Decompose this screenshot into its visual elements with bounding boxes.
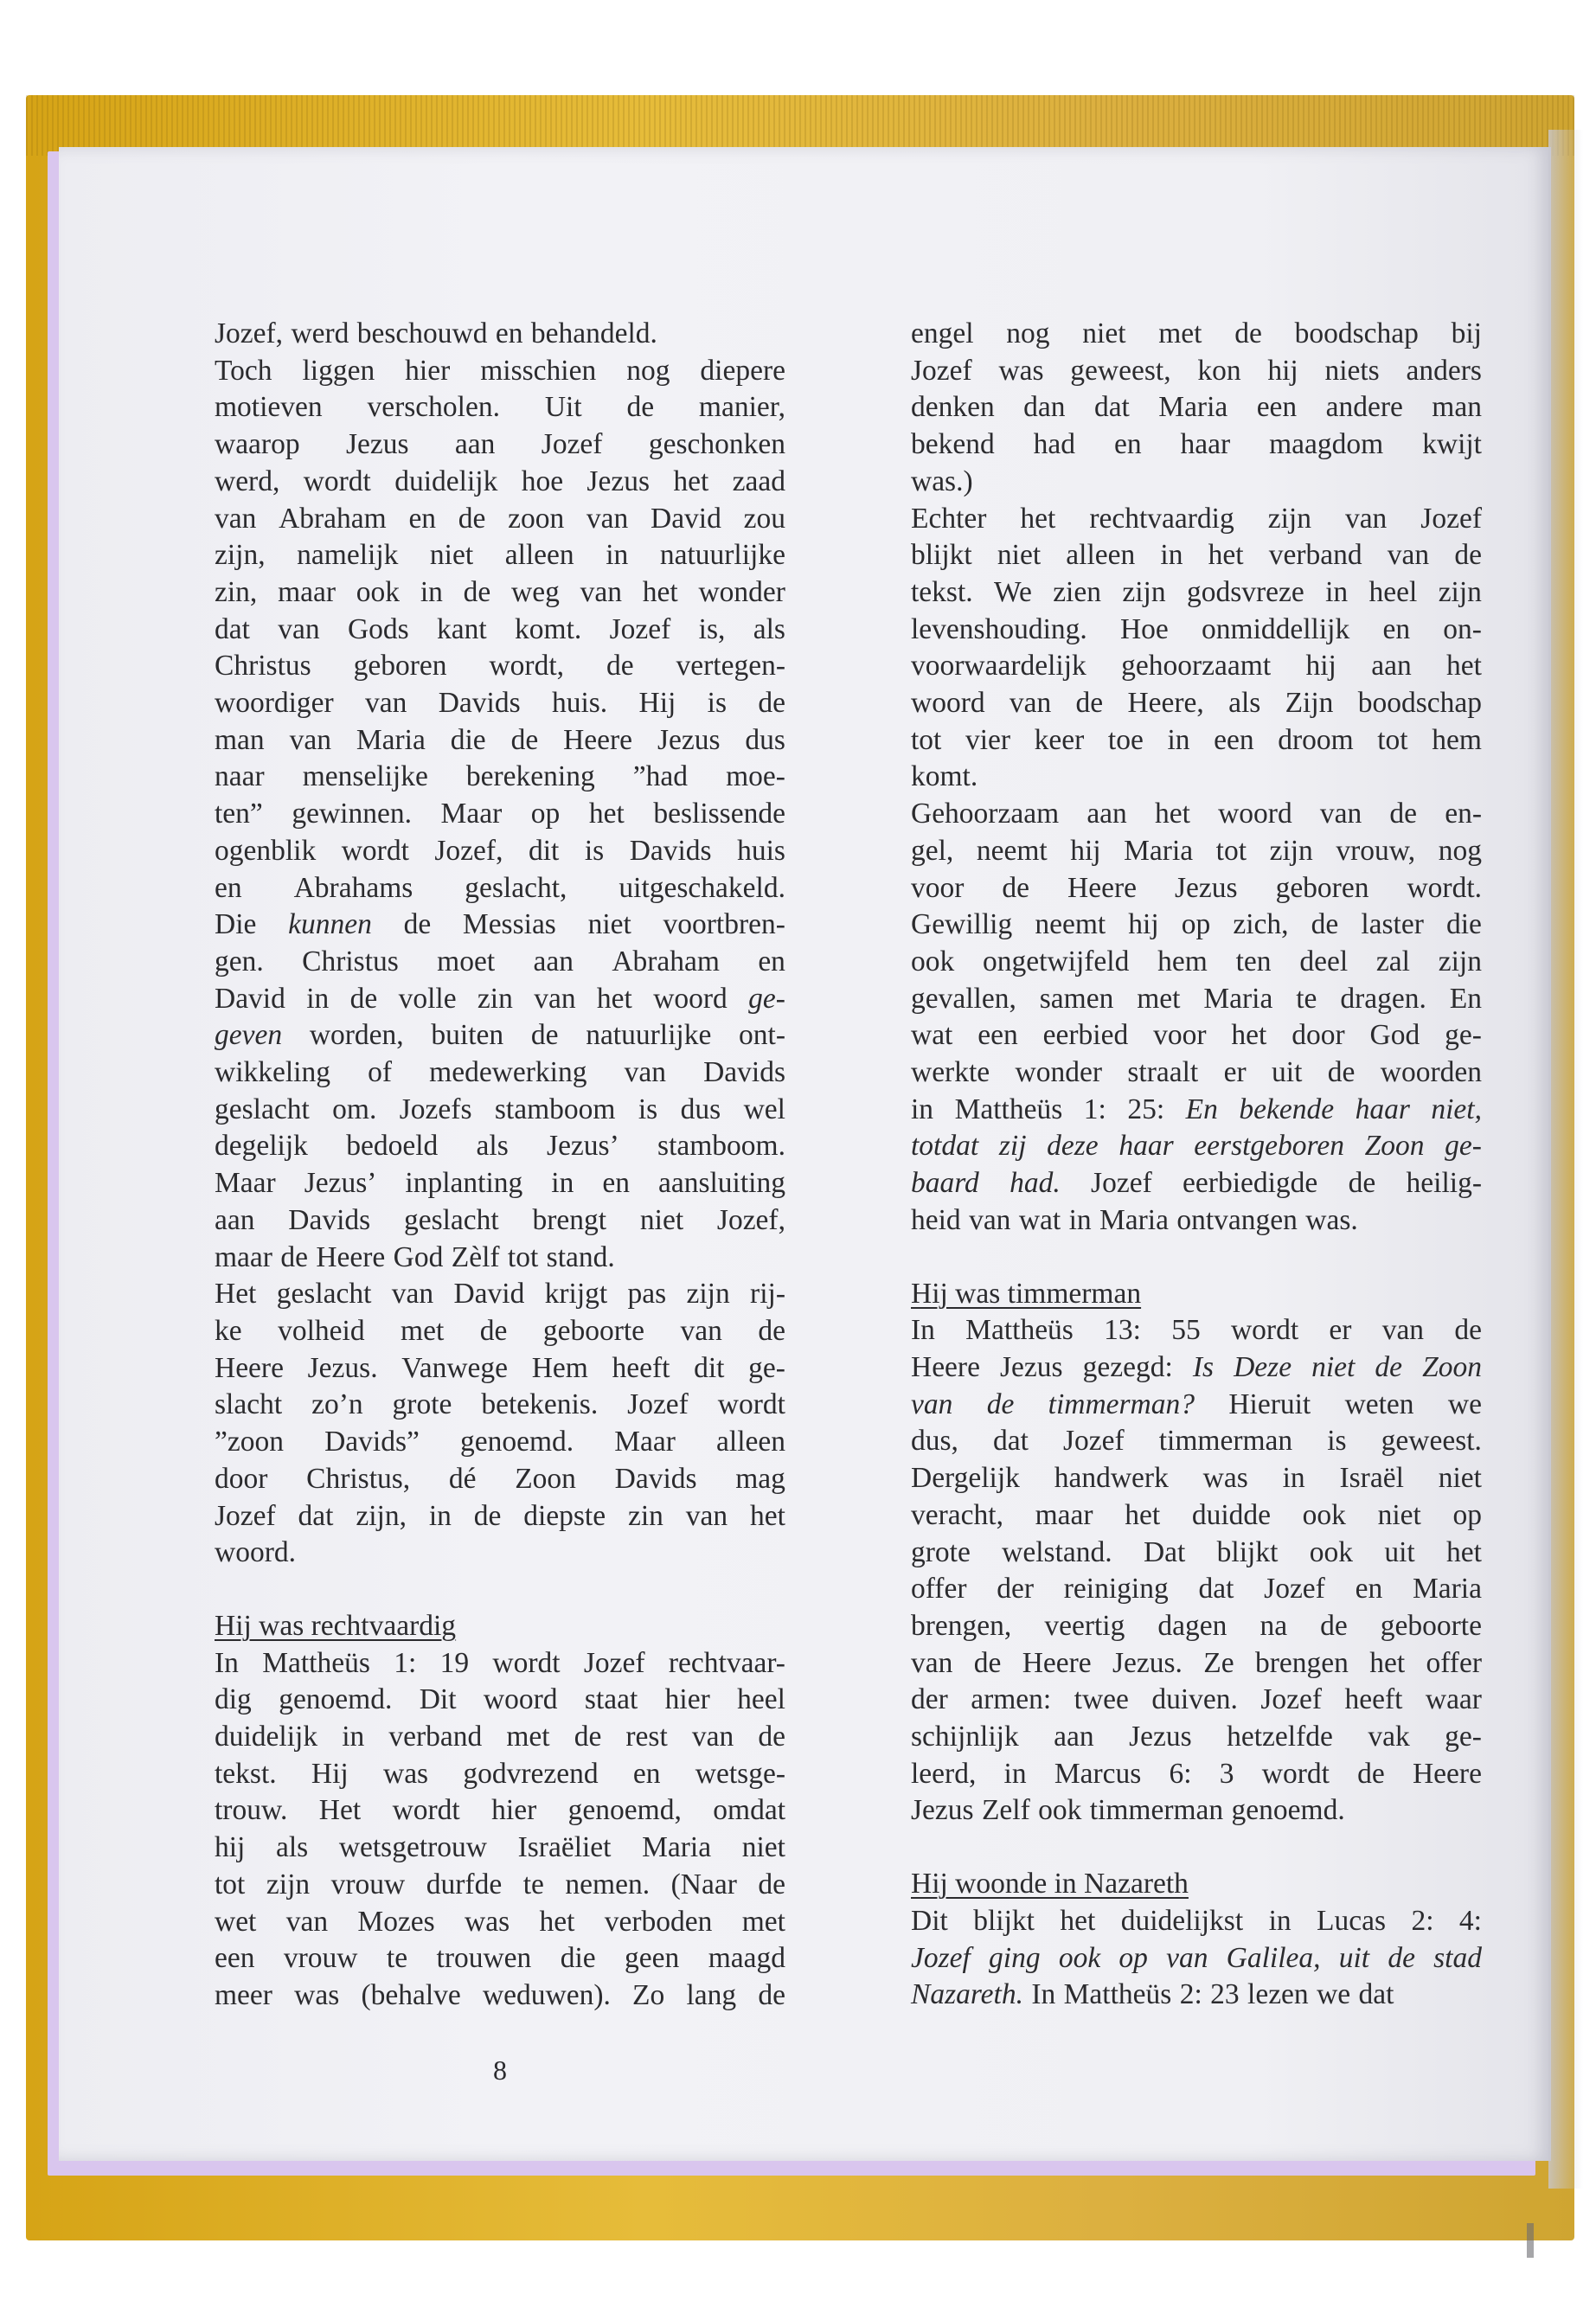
text-line: Die kunnen de Messias niet voortbren-: [215, 908, 785, 941]
text-line: schijnlijk aan Jezus hetzelfde vak ge-: [911, 1721, 1482, 1753]
text-line: trouw. Het wordt hier genoemd, omdat: [215, 1794, 785, 1827]
text-line: slacht zo’n grote betekenis. Jozef wordt: [215, 1388, 785, 1421]
text-line: dig genoemd. Dit woord staat hier heel: [215, 1683, 785, 1716]
text-line: heid van wat in Maria ontvangen was.: [911, 1203, 1358, 1236]
text-line: David in de volle zin van het woord ge-: [215, 982, 785, 1015]
text-line: Dergelijk handwerk was in Israël niet: [911, 1462, 1482, 1495]
text-line: van de Heere Jezus. Ze brengen het offer: [911, 1646, 1482, 1679]
text-line: maar de Heere God Zèlf tot stand.: [215, 1240, 615, 1273]
text-line: man van Maria die de Heere Jezus dus: [215, 723, 785, 756]
text-line: Jozef was geweest, kon hij niets anders: [911, 354, 1482, 387]
text-line: dus, dat Jozef timmerman is geweest.: [911, 1425, 1482, 1458]
text-line: tot vier keer toe in een droom tot hem: [911, 723, 1482, 756]
text-line: gevallen, samen met Maria te dragen. En: [911, 982, 1482, 1015]
text-line: wat een eerbied voor het door God ge-: [911, 1019, 1482, 1052]
text-line: duidelijk in verband met de rest van de: [215, 1721, 785, 1753]
text-line: Dit blijkt het duidelijkst in Lucas 2: 4:: [911, 1904, 1482, 1937]
text-line: was.): [911, 465, 973, 497]
text-line: tekst. We zien zijn godsvreze in heel zijn: [911, 575, 1482, 608]
text-line: blijkt niet alleen in het verband van de: [911, 539, 1482, 572]
text-line: ”zoon Davids” genoemd. Maar alleen: [215, 1426, 785, 1458]
text-line: zin, maar ook in de weg van het wonder: [215, 575, 785, 608]
text-line: van Abraham en de zoon van David zou: [215, 502, 785, 535]
text-line: Gehoorzaam aan het woord van de en-: [911, 798, 1482, 830]
edge-mark: [1527, 2223, 1534, 2258]
text-line: Echter het rechtvaardig zijn van Jozef: [911, 502, 1482, 535]
page-number: 8: [493, 2054, 507, 2086]
text-line: veracht, maar het duidde ook niet op: [911, 1498, 1482, 1531]
text-line: in Mattheüs 1: 25: En bekende haar niet,: [911, 1093, 1482, 1125]
text-line: tekst. Hij was godvrezend en wetsge-: [215, 1757, 785, 1790]
section-heading: Hij woonde in Nazareth: [911, 1868, 1189, 1900]
text-line: gen. Christus moet aan Abraham en: [215, 945, 785, 977]
text-line: Christus geboren wordt, de vertegen-: [215, 650, 785, 683]
section-heading: Hij was rechtvaardig: [215, 1609, 457, 1642]
text-line: In Mattheüs 13: 55 wordt er van de: [911, 1314, 1482, 1347]
text-line: bekend had en haar maagdom kwijt: [911, 428, 1482, 461]
text-line: Het geslacht van David krijgt pas zijn rij-: [215, 1278, 785, 1311]
text-line: voor de Heere Jezus geboren wordt.: [911, 871, 1482, 904]
text-line: tot zijn vrouw durfde te nemen. (Naar de: [215, 1868, 785, 1900]
text-line: geven worden, buiten de natuurlijke ont-: [215, 1019, 785, 1052]
text-line: voorwaardelijk gehoorzaamt hij aan het: [911, 650, 1482, 683]
text-line: werd, wordt duidelijk hoe Jezus het zaad: [215, 465, 785, 497]
text-line: degelijk bedoeld als Jezus’ stamboom.: [215, 1130, 785, 1163]
text-line: grote welstand. Dat blijkt ook uit het: [911, 1535, 1482, 1568]
text-line: een vrouw te trouwen die geen maagd: [215, 1942, 785, 1975]
text-line: Heere Jezus. Vanwege Hem heeft dit ge-: [215, 1351, 785, 1384]
text-line: Maar Jezus’ inplanting in en aansluiting: [215, 1167, 785, 1200]
text-line: ke volheid met de geboorte van de: [215, 1314, 785, 1347]
section-heading: Hij was timmerman: [911, 1277, 1142, 1310]
text-line: Jozef ging ook op van Galilea, uit de stad: [911, 1941, 1482, 1974]
text-line: van de timmerman? Hieruit weten we: [911, 1388, 1482, 1420]
text-line: totdat zij deze haar eerstgeboren Zoon ge-: [911, 1130, 1482, 1163]
text-line: offer der reiniging dat Jozef en Maria: [911, 1573, 1482, 1606]
text-line: Nazareth. In Mattheüs 2: 23 lezen we dat: [911, 1978, 1394, 2011]
text-line: komt.: [911, 760, 978, 793]
text-line: woordiger van Davids huis. Hij is de: [215, 687, 785, 720]
text-line: engel nog niet met de boodschap bij: [911, 317, 1482, 349]
text-line: meer was (behalve weduwen). Zo lang de: [215, 1978, 785, 2011]
text-line: motieven verscholen. Uit de manier,: [215, 391, 785, 424]
text-line: ook ongetwijfeld hem ten deel zal zijn: [911, 945, 1482, 977]
text-line: naar menselijke berekening ”had moe-: [215, 760, 785, 793]
text-line: waarop Jezus aan Jozef geschonken: [215, 428, 785, 461]
text-line: ogenblik wordt Jozef, dit is Davids huis: [215, 834, 785, 867]
text-line: en Abrahams geslacht, uitgeschakeld.: [215, 871, 785, 904]
text-line: ten” gewinnen. Maar op het beslissende: [215, 798, 785, 830]
text-line: baard had. Jozef eerbiedigde de heilig-: [911, 1167, 1482, 1200]
text-line: woord.: [215, 1536, 296, 1569]
text-line: door Christus, dé Zoon Davids mag: [215, 1462, 785, 1495]
text-line: woord van de Heere, als Zijn boodschap: [911, 687, 1482, 720]
text-line: geslacht om. Jozefs stamboom is dus wel: [215, 1093, 785, 1125]
text-line: aan Davids geslacht brengt niet Jozef,: [215, 1203, 785, 1236]
text-line: der armen: twee duiven. Jozef heeft waar: [911, 1683, 1482, 1716]
text-line: levenshouding. Hoe onmiddellijk en on-: [911, 612, 1482, 645]
text-line: denken dan dat Maria een andere man: [911, 391, 1482, 424]
text-line: Toch liggen hier misschien nog diepere: [215, 354, 785, 387]
text-line: zijn, namelijk niet alleen in natuurlijke: [215, 539, 785, 572]
text-line: hij als wetsgetrouw Israëliet Maria niet: [215, 1831, 785, 1864]
text-line: Jezus Zelf ook timmerman genoemd.: [911, 1794, 1345, 1827]
page-edge-shadow: [1548, 130, 1583, 2189]
text-line: In Mattheüs 1: 19 wordt Jozef rechtvaar-: [215, 1646, 785, 1679]
text-line: Gewillig neemt hij op zich, de laster die: [911, 908, 1482, 941]
text-line: Heere Jezus gezegd: Is Deze niet de Zoon: [911, 1350, 1482, 1383]
left-text-column: [215, 316, 785, 2015]
text-line: Jozef, werd beschouwd en behandeld.: [215, 317, 657, 349]
text-line: dat van Gods kant komt. Jozef is, als: [215, 612, 785, 645]
text-line: wet van Mozes was het verboden met: [215, 1905, 785, 1938]
text-line: brengen, veertig dagen na de geboorte: [911, 1609, 1482, 1642]
text-line: Jozef dat zijn, in de diepste zin van het: [215, 1499, 785, 1532]
text-line: wikkeling of medewerking van Davids: [215, 1056, 785, 1089]
text-line: werkte wonder straalt er uit de woorden: [911, 1056, 1482, 1089]
text-line: leerd, in Marcus 6: 3 wordt de Heere: [911, 1757, 1482, 1790]
text-line: gel, neemt hij Maria tot zijn vrouw, nog: [911, 834, 1482, 867]
right-text-column: [911, 316, 1482, 2014]
